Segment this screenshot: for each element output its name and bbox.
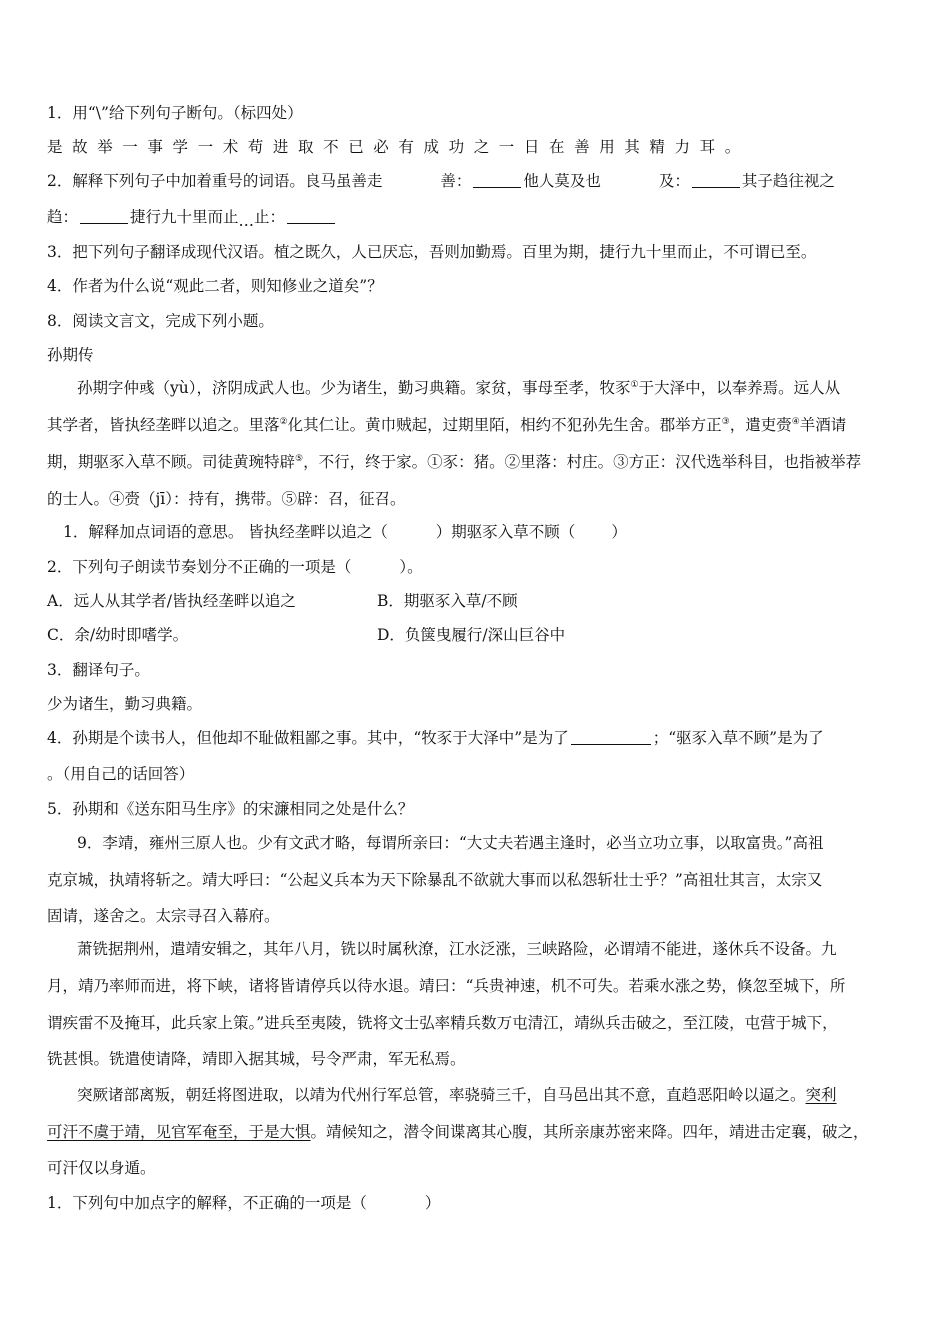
q8-p3-text-b: ，不行，终于家。①豕：猪。②里落：村庄。③方正：汉代选举科目，也指被举荐 — [303, 453, 862, 471]
q8-passage-title: 孙期传 — [47, 346, 94, 364]
q9-l9-text: 。靖候知之，潜令间谍离其心腹，其所亲康苏密来降。四年，靖进击定襄，破之， — [310, 1123, 869, 1141]
q2-ji-blank[interactable] — [692, 172, 740, 188]
q8-sub1-text-a: 1．解释加点词语的意思。 皆执经垄畔以追之（ — [63, 523, 388, 541]
q2-qu-blank[interactable] — [80, 208, 128, 224]
q8-options-row-1 — [47, 591, 518, 611]
q9-passage-line-7: 铣甚惧。铣遣使请降，靖即入据其城，号令严肃，军无私焉。 — [47, 1050, 466, 1068]
footnote-mark-1: ① — [630, 380, 639, 390]
q9-passage-line-9 — [47, 1122, 869, 1142]
q8-sub4-text-b: ；“驱豕入草不顾”是为了 — [652, 729, 824, 747]
q8-passage-line-1 — [47, 378, 840, 398]
q8-sub4-text-a: 4．孙期是个读书人，但他却不耻做粗鄙之事。其中，“牧豕于大泽中”是为了 — [47, 729, 569, 747]
q2-shan-label: 善： — [440, 172, 472, 190]
q8-passage-line-2 — [47, 415, 846, 435]
q9-passage-line-2: 克京城，执靖将斩之。靖大呼曰：“公起义兵本为天下除暴乱不欲就大事而以私怨斩壮士乎？”高祖壮其言，太宗又 — [47, 871, 823, 889]
q8-sub4-blank[interactable] — [571, 729, 651, 745]
option-b[interactable]: B．期驱豕入草/不顾 — [377, 592, 518, 610]
footnote-mark-2: ② — [279, 417, 288, 427]
q9-l8-text: 突厥诸部离叛，朝廷将图进取，以靖为代州行军总管，率骁骑三千，自马邑出其不意，直趋恶阳岭以逼之。 — [77, 1086, 806, 1104]
q1-passage: 是故举一事学一术苟进取不已必有成功之一日在善用其精力耳。 — [47, 138, 750, 156]
q8-p1-text-a: 孙期字仲彧（yù），济阴成武人也。少为诸生，勤习典籍。家贫，事母至孝，牧豕 — [77, 379, 631, 397]
q8-p2-text-c: ，遣吏赍 — [729, 416, 792, 434]
q8-sub2-text-b: ）。 — [399, 558, 423, 576]
q8-p2-text-d: 羊酒请 — [799, 416, 847, 434]
q2-zhi-blank[interactable] — [287, 208, 335, 224]
option-d[interactable]: D．负箧曳履行/深山巨谷中 — [377, 626, 566, 644]
q2-ji-after: 其子趋往视之 — [741, 172, 835, 190]
q9-passage-line-4: 萧铣据荆州，遣靖安辑之，其年八月，铣以时属秋潦，江水泛涨，三峡路险，必谓靖不能进，遂休兵不设备。九 — [77, 940, 837, 958]
q2-prompt — [47, 171, 835, 191]
q9-underlined-start: 突利 — [805, 1086, 837, 1104]
q8-sub1-text-c: ） — [611, 523, 627, 541]
q9-passage-line-10: 可汗仅以身遁。 — [47, 1159, 156, 1177]
q8-sub4-tail: 。（用自己的话回答） — [47, 765, 195, 783]
q9-passage-line-5: 月，靖乃率师而进，将下峡，诸将皆请停兵以待水退。靖曰：“兵贵神速，机不可失。若乘水涨之势，倏忽至城下，所 — [47, 977, 846, 995]
q8-sub4 — [47, 728, 824, 748]
q9-passage-line-3: 固请，遂舍之。太宗寻召入幕府。 — [47, 907, 280, 925]
q8-intro: 8．阅读文言文，完成下列小题。 — [47, 312, 274, 330]
q9-passage-line-1: 9．李靖，雍州三原人也。少有文武才略，每谓所亲曰：“大丈夫若遇主逢时，必当立功立事，以取富贵。”高祖 — [77, 834, 824, 852]
q9-passage-line-8 — [47, 1085, 837, 1105]
q1-prompt: 1．用“\”给下列句子断句。（标四处） — [47, 104, 303, 122]
footnote-mark-5: ⑤ — [295, 454, 304, 464]
q8-sub2 — [47, 557, 423, 577]
q8-p2-text-a: 其学者，皆执经垄畔以追之。里落 — [47, 416, 280, 434]
q2-ji-label: 及： — [658, 172, 690, 190]
q4-prompt: 4．作者为什么说“观此二者，则知修业之道矣”？ — [47, 277, 383, 295]
q9-sub1-text-b: ） — [424, 1194, 441, 1212]
q8-sub2-text-a: 2．下列句子朗读节奏划分不正确的一项是（ — [47, 558, 352, 576]
q3-prompt: 3．把下列句子翻译成现代汉语。植之既久，人已厌忘，吾则加勤焉。百里为期，捷行九十里而止，不可谓已至。 — [47, 243, 817, 261]
q2-shan-blank[interactable] — [473, 172, 521, 188]
footnote-mark-3: ③ — [721, 417, 730, 427]
footnote-mark-4: ④ — [791, 417, 800, 427]
q2-dots: … — [238, 212, 255, 230]
q8-p1-text-b: 于大泽中，以奉养焉。远人从 — [638, 379, 841, 397]
q8-passage-line-3 — [47, 452, 861, 472]
q9-underlined-sentence: 可汗不虞于靖，见官军奄至，于是大惧 — [47, 1123, 311, 1141]
q8-p2-text-b: 化其仁让。黄巾贼起，过期里陌，相约不犯孙先生舍。郡举方正 — [287, 416, 722, 434]
q2-zhi-label: 止： — [254, 208, 286, 226]
q8-options-row-2 — [47, 625, 565, 645]
q2-qu-after: 捷行九十里而止 — [130, 208, 239, 226]
q9-passage-line-6: 谓疾雷不及掩耳，此兵家上策。”进兵至夷陵，铣将文士弘率精兵数万屯清江，靖纵兵击破之，至江陵，屯营于城下， — [47, 1014, 838, 1032]
q2-line2 — [47, 207, 337, 230]
q9-sub1 — [47, 1193, 440, 1213]
option-a[interactable]: A．远人从其学者/皆执经垄畔以追之 — [47, 592, 296, 610]
q2-qu-label: 趋： — [47, 208, 79, 226]
q8-sub1 — [47, 522, 627, 542]
q8-p3-text-a: 期，期驱豕入草不顾。司徒黄琬特辟 — [47, 453, 296, 471]
q2-prefix: 2．解释下列句子中加着重号的词语。良马虽善走 — [47, 172, 383, 190]
q8-sub3-sentence: 少为诸生，勤习典籍。 — [47, 695, 203, 713]
q2-shan-after: 他人莫及也 — [523, 172, 601, 190]
q8-sub1-text-b: ）期驱豕入草不顾（ — [435, 523, 576, 541]
q9-sub1-text-a: 1．下列句中加点字的解释，不正确的一项是（ — [47, 1194, 367, 1212]
option-c[interactable]: C．余/幼时即嗜学。 — [47, 626, 189, 644]
q8-passage-line-4: 的士人。④赍（jī）：持有，携带。⑤辟：召，征召。 — [47, 490, 406, 508]
q8-sub5: 5．孙期和《送东阳马生序》的宋濂相同之处是什么？ — [47, 800, 414, 818]
q8-sub3: 3．翻译句子。 — [47, 661, 150, 679]
